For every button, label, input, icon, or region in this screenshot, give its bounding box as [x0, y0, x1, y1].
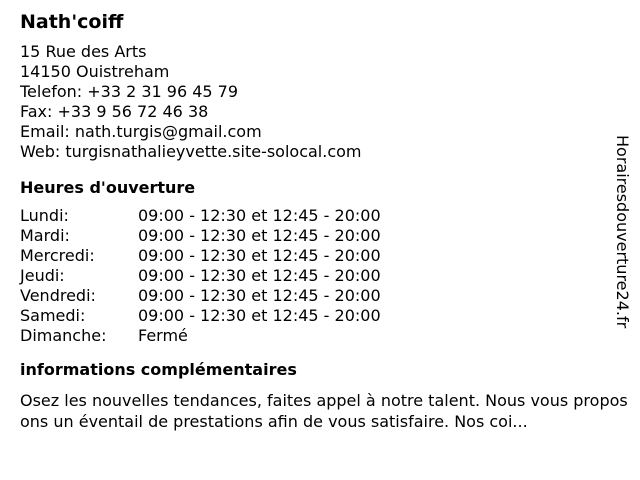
- hours-row-saturday: [20, 306, 618, 326]
- day-hours: 09:00 - 12:30 et 12:45 - 20:00: [138, 306, 381, 325]
- email-address: Email: nath.turgis@gmail.com: [20, 122, 262, 141]
- day-hours: 09:00 - 12:30 et 12:45 - 20:00: [138, 266, 381, 285]
- info-description: Osez les nouvelles tendances, faites appel à notre talent. Nous vous proposons un éventail de prestations afin de vous satisfaire. Nos coi...: [20, 391, 628, 431]
- day-label: Jeudi:: [20, 266, 65, 285]
- day-hours: 09:00 - 12:30 et 12:45 - 20:00: [138, 206, 381, 225]
- hours-row-thursday: [20, 266, 618, 286]
- hours-row-sunday: [20, 326, 618, 346]
- day-hours: 09:00 - 12:30 et 12:45 - 20:00: [138, 286, 381, 305]
- info-heading: informations complémentaires: [20, 360, 297, 379]
- website-address: Web: turgisnathalieyvette.site-solocal.com: [20, 142, 362, 161]
- hours-row-monday: [20, 206, 618, 226]
- day-label: Dimanche:: [20, 326, 107, 345]
- day-label: Mardi:: [20, 226, 70, 245]
- day-label: Vendredi:: [20, 286, 96, 305]
- city-address: 14150 Ouistreham: [20, 62, 170, 81]
- hours-table: [20, 206, 618, 346]
- hours-row-friday: [20, 286, 618, 306]
- day-hours: Fermé: [138, 326, 188, 345]
- phone-number: Telefon: +33 2 31 96 45 79: [20, 82, 239, 101]
- business-name: Nath'coiff: [20, 11, 124, 33]
- site-watermark: Horairesdouverture24.fr: [613, 135, 632, 329]
- hours-row-wednesday: [20, 246, 618, 266]
- day-hours: 09:00 - 12:30 et 12:45 - 20:00: [138, 226, 381, 245]
- hours-row-tuesday: [20, 226, 618, 246]
- day-label: Mercredi:: [20, 246, 95, 265]
- day-hours: 09:00 - 12:30 et 12:45 - 20:00: [138, 246, 381, 265]
- day-label: Samedi:: [20, 306, 86, 325]
- hours-heading: Heures d'ouverture: [20, 178, 196, 197]
- day-label: Lundi:: [20, 206, 69, 225]
- street-address: 15 Rue des Arts: [20, 42, 147, 61]
- fax-number: Fax: +33 9 56 72 46 38: [20, 102, 209, 121]
